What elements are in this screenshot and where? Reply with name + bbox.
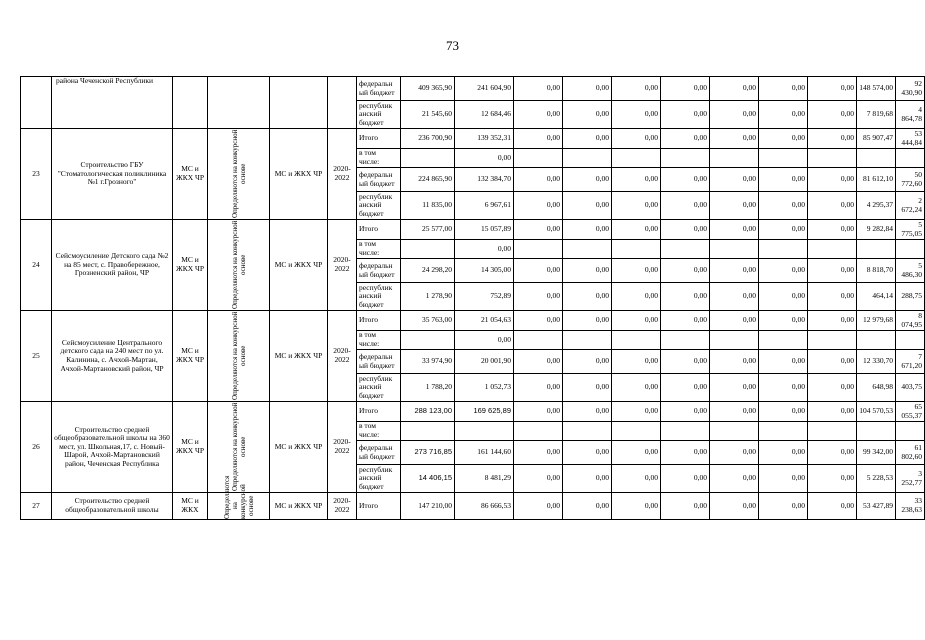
- empty-cell: [270, 77, 328, 129]
- value-cell: [661, 331, 710, 350]
- value-cell: 0,00: [514, 311, 563, 331]
- period-cell: 2020-2022: [328, 493, 357, 520]
- value-cell: [896, 149, 925, 168]
- value-cell: 53 427,89: [857, 493, 896, 520]
- value-cell: 0,00: [514, 259, 563, 283]
- value-cell: 0,00: [563, 402, 612, 422]
- value-cell: 5 486,30: [896, 259, 925, 283]
- value-cell: 9 282,84: [857, 220, 896, 240]
- value-cell: [710, 240, 759, 259]
- value-cell: 0,00: [563, 129, 612, 149]
- value-cell: 0,00: [612, 441, 661, 465]
- source-cell: федеральн ый бюджет: [357, 259, 401, 283]
- value-cell: 0,00: [612, 465, 661, 493]
- value-cell: 0,00: [808, 101, 857, 129]
- value-cell: 0,00: [661, 220, 710, 240]
- value-cell: 11 835,00: [401, 192, 455, 220]
- value-cell: [612, 422, 661, 441]
- source-cell: федеральн ый бюджет: [357, 350, 401, 374]
- value-cell: 0,00: [710, 77, 759, 101]
- value-cell: 0,00: [759, 259, 808, 283]
- executor-cell: МС и ЖКХ ЧР: [270, 493, 328, 520]
- value-cell: 0,00: [710, 465, 759, 493]
- customer-cell: МС и ЖКХ ЧР: [173, 129, 208, 220]
- budget-table: [20, 76, 925, 520]
- value-cell: 0,00: [612, 493, 661, 520]
- value-cell: 0,00: [710, 374, 759, 402]
- value-cell: [896, 331, 925, 350]
- value-cell: 0,00: [759, 374, 808, 402]
- value-cell: 81 612,10: [857, 168, 896, 192]
- value-cell: 0,00: [612, 101, 661, 129]
- value-cell: 0,00: [808, 374, 857, 402]
- executor-cell: МС и ЖКХ ЧР: [270, 129, 328, 220]
- value-cell: 8 481,29: [455, 465, 514, 493]
- value-cell: [563, 149, 612, 168]
- value-cell: 0,00: [563, 374, 612, 402]
- value-cell: 0,00: [759, 168, 808, 192]
- value-cell: 20 001,90: [455, 350, 514, 374]
- value-cell: 1 278,90: [401, 283, 455, 311]
- value-cell: [563, 422, 612, 441]
- value-cell: [857, 331, 896, 350]
- value-cell: 0,00: [759, 220, 808, 240]
- row-number-cell: 27: [21, 493, 52, 520]
- value-cell: 5 775,05: [896, 220, 925, 240]
- executor-cell: МС и ЖКХ ЧР: [270, 311, 328, 402]
- value-cell: 4 295,37: [857, 192, 896, 220]
- value-cell: 273 716,85: [401, 441, 455, 465]
- source-cell: Итого: [357, 402, 401, 422]
- method-text: Определяются на конкурсной основе: [230, 311, 247, 401]
- value-cell: 7 819,68: [857, 101, 896, 129]
- value-cell: 0,00: [710, 220, 759, 240]
- value-cell: 0,00: [661, 77, 710, 101]
- value-cell: 0,00: [514, 441, 563, 465]
- value-cell: [808, 149, 857, 168]
- value-cell: 0,00: [759, 101, 808, 129]
- value-cell: 0,00: [612, 259, 661, 283]
- value-cell: [514, 240, 563, 259]
- table-row: [21, 402, 925, 422]
- value-cell: [759, 149, 808, 168]
- value-cell: 0,00: [514, 168, 563, 192]
- value-cell: [808, 422, 857, 441]
- value-cell: 85 907,47: [857, 129, 896, 149]
- empty-cell: [328, 77, 357, 129]
- value-cell: [710, 331, 759, 350]
- value-cell: [710, 149, 759, 168]
- value-cell: 14 305,00: [455, 259, 514, 283]
- value-cell: [857, 149, 896, 168]
- value-cell: 169 625,89: [455, 402, 514, 422]
- value-cell: 288 123,00: [401, 402, 455, 422]
- value-cell: 0,00: [661, 441, 710, 465]
- value-cell: 0,00: [808, 493, 857, 520]
- value-cell: [759, 422, 808, 441]
- row-number-cell: 24: [21, 220, 52, 311]
- value-cell: 3 252,77: [896, 465, 925, 493]
- empty-cell: [173, 77, 208, 129]
- source-cell: в том числе:: [357, 422, 401, 441]
- value-cell: 0,00: [563, 192, 612, 220]
- value-cell: 0,00: [808, 220, 857, 240]
- source-cell: в том числе:: [357, 331, 401, 350]
- value-cell: 0,00: [612, 283, 661, 311]
- row-number-cell: 25: [21, 311, 52, 402]
- value-cell: [759, 240, 808, 259]
- value-cell: 1 052,73: [455, 374, 514, 402]
- value-cell: [455, 422, 514, 441]
- value-cell: 0,00: [514, 192, 563, 220]
- project-name-cell: Сейсмоусиление Детского сада №2 на 85 мест, с. Правобережное, Грозненский район, ЧР: [52, 220, 173, 311]
- value-cell: [808, 240, 857, 259]
- value-cell: 0,00: [661, 402, 710, 422]
- value-cell: 0,00: [563, 220, 612, 240]
- value-cell: 0,00: [710, 192, 759, 220]
- value-cell: [401, 149, 455, 168]
- customer-cell: МС и ЖКХ ЧР: [173, 402, 208, 493]
- row-number-cell: [21, 77, 52, 129]
- value-cell: [401, 240, 455, 259]
- value-cell: 50 772,60: [896, 168, 925, 192]
- value-cell: 4 864,78: [896, 101, 925, 129]
- source-cell: в том числе:: [357, 149, 401, 168]
- value-cell: 61 802,60: [896, 441, 925, 465]
- value-cell: 92 430,90: [896, 77, 925, 101]
- source-cell: республик анский бюджет: [357, 283, 401, 311]
- value-cell: 0,00: [710, 259, 759, 283]
- value-cell: 0,00: [710, 101, 759, 129]
- value-cell: 7 671,20: [896, 350, 925, 374]
- method-text: Определяются на конкурсной основе: [230, 402, 247, 492]
- value-cell: 0,00: [710, 441, 759, 465]
- value-cell: [563, 240, 612, 259]
- source-cell: Итого: [357, 129, 401, 149]
- value-cell: 0,00: [808, 402, 857, 422]
- value-cell: 241 604,90: [455, 77, 514, 101]
- value-cell: 0,00: [514, 77, 563, 101]
- page-number: 73: [446, 38, 459, 53]
- source-cell: федеральн ый бюджет: [357, 168, 401, 192]
- value-cell: 65 055,37: [896, 402, 925, 422]
- value-cell: 0,00: [514, 129, 563, 149]
- value-cell: 0,00: [514, 374, 563, 402]
- table-row: [21, 220, 925, 240]
- value-cell: 2 672,24: [896, 192, 925, 220]
- value-cell: 0,00: [612, 129, 661, 149]
- value-cell: 0,00: [808, 168, 857, 192]
- method-text: Определяются на конкурсной основе: [222, 475, 255, 519]
- value-cell: 0,00: [563, 493, 612, 520]
- value-cell: 0,00: [563, 465, 612, 493]
- value-cell: 161 144,60: [455, 441, 514, 465]
- value-cell: 0,00: [661, 101, 710, 129]
- value-cell: 0,00: [455, 240, 514, 259]
- value-cell: 104 570,53: [857, 402, 896, 422]
- source-cell: в том числе:: [357, 240, 401, 259]
- value-cell: [563, 331, 612, 350]
- value-cell: 0,00: [710, 350, 759, 374]
- value-cell: 0,00: [514, 283, 563, 311]
- value-cell: 0,00: [455, 149, 514, 168]
- method-cell: [208, 311, 270, 402]
- value-cell: [612, 149, 661, 168]
- value-cell: 0,00: [661, 168, 710, 192]
- source-cell: федеральн ый бюджет: [357, 441, 401, 465]
- value-cell: 224 865,90: [401, 168, 455, 192]
- value-cell: 35 763,00: [401, 311, 455, 331]
- value-cell: [710, 422, 759, 441]
- method-cell: [208, 220, 270, 311]
- value-cell: 86 666,53: [455, 493, 514, 520]
- value-cell: 0,00: [710, 283, 759, 311]
- value-cell: 8 074,95: [896, 311, 925, 331]
- value-cell: 0,00: [514, 350, 563, 374]
- value-cell: 409 365,90: [401, 77, 455, 101]
- value-cell: 0,00: [563, 311, 612, 331]
- value-cell: [857, 240, 896, 259]
- value-cell: 0,00: [710, 168, 759, 192]
- value-cell: [896, 240, 925, 259]
- value-cell: 0,00: [759, 441, 808, 465]
- value-cell: [514, 149, 563, 168]
- executor-cell: МС и ЖКХ ЧР: [270, 402, 328, 493]
- value-cell: 0,00: [661, 374, 710, 402]
- value-cell: 12 979,68: [857, 311, 896, 331]
- value-cell: 53 444,84: [896, 129, 925, 149]
- value-cell: 0,00: [661, 350, 710, 374]
- value-cell: 5 228,53: [857, 465, 896, 493]
- value-cell: 464,14: [857, 283, 896, 311]
- value-cell: 0,00: [808, 192, 857, 220]
- value-cell: 0,00: [759, 77, 808, 101]
- value-cell: 25 577,00: [401, 220, 455, 240]
- value-cell: [514, 331, 563, 350]
- value-cell: 0,00: [514, 220, 563, 240]
- value-cell: 12 330,70: [857, 350, 896, 374]
- project-name-cell: Строительство ГБУ "Стоматологическая поликлиника №1 г.Грозного": [52, 129, 173, 220]
- source-cell: Итого: [357, 311, 401, 331]
- value-cell: 33 238,63: [896, 493, 925, 520]
- value-cell: 15 057,89: [455, 220, 514, 240]
- value-cell: [612, 240, 661, 259]
- value-cell: 148 574,00: [857, 77, 896, 101]
- value-cell: 0,00: [759, 493, 808, 520]
- value-cell: 0,00: [759, 283, 808, 311]
- value-cell: [661, 240, 710, 259]
- value-cell: 648,98: [857, 374, 896, 402]
- value-cell: 0,00: [612, 168, 661, 192]
- value-cell: 752,89: [455, 283, 514, 311]
- value-cell: 0,00: [514, 493, 563, 520]
- value-cell: [401, 331, 455, 350]
- value-cell: [612, 331, 661, 350]
- value-cell: 14 406,15: [401, 465, 455, 493]
- source-cell: Итого: [357, 493, 401, 520]
- customer-cell: МС и ЖКХ: [173, 493, 208, 520]
- source-cell: республик анский бюджет: [357, 192, 401, 220]
- customer-cell: МС и ЖКХ ЧР: [173, 311, 208, 402]
- table-row: [21, 311, 925, 331]
- table-row: [21, 77, 925, 101]
- value-cell: 0,00: [661, 465, 710, 493]
- value-cell: 0,00: [563, 350, 612, 374]
- value-cell: 0,00: [808, 77, 857, 101]
- value-cell: 0,00: [808, 350, 857, 374]
- value-cell: 99 342,00: [857, 441, 896, 465]
- method-text: Определяются на конкурсной основе: [230, 220, 247, 310]
- value-cell: 0,00: [759, 311, 808, 331]
- row-number-cell: 26: [21, 402, 52, 493]
- value-cell: 0,00: [759, 192, 808, 220]
- value-cell: 0,00: [514, 101, 563, 129]
- value-cell: 0,00: [612, 402, 661, 422]
- value-cell: 12 684,46: [455, 101, 514, 129]
- value-cell: 147 210,00: [401, 493, 455, 520]
- value-cell: [514, 422, 563, 441]
- value-cell: 0,00: [710, 311, 759, 331]
- value-cell: 0,00: [710, 493, 759, 520]
- table-row: [21, 493, 925, 520]
- method-cell: [208, 129, 270, 220]
- value-cell: 8 818,70: [857, 259, 896, 283]
- value-cell: 0,00: [710, 402, 759, 422]
- value-cell: 0,00: [661, 311, 710, 331]
- value-cell: [661, 149, 710, 168]
- value-cell: 6 967,61: [455, 192, 514, 220]
- method-cell: [208, 475, 270, 520]
- value-cell: 1 788,20: [401, 374, 455, 402]
- value-cell: [896, 422, 925, 441]
- value-cell: 0,00: [661, 259, 710, 283]
- value-cell: 0,00: [612, 350, 661, 374]
- project-name-cell: района Чеченской Республики: [52, 77, 173, 129]
- value-cell: 21 545,60: [401, 101, 455, 129]
- value-cell: 0,00: [759, 465, 808, 493]
- value-cell: 0,00: [661, 129, 710, 149]
- value-cell: 21 054,63: [455, 311, 514, 331]
- value-cell: 288,75: [896, 283, 925, 311]
- value-cell: 33 974,90: [401, 350, 455, 374]
- value-cell: 0,00: [661, 283, 710, 311]
- value-cell: 0,00: [514, 402, 563, 422]
- value-cell: [661, 422, 710, 441]
- value-cell: [857, 422, 896, 441]
- value-cell: 139 352,31: [455, 129, 514, 149]
- table-row: [21, 129, 925, 149]
- source-cell: федеральн ый бюджет: [357, 77, 401, 101]
- method-text: Определяются на конкурсной основе: [230, 129, 247, 219]
- project-name-cell: Строительство средней общеобразовательной школы на 360 мест, ул. Школьная,17, с. Новый-Шарой, Ачхой-Мартановский район, Чеченская Республика: [52, 402, 173, 493]
- source-cell: Итого: [357, 220, 401, 240]
- period-cell: 2020-2022: [328, 402, 357, 493]
- value-cell: 0,00: [563, 101, 612, 129]
- empty-cell: [208, 77, 270, 129]
- value-cell: 236 700,90: [401, 129, 455, 149]
- value-cell: 0,00: [612, 77, 661, 101]
- value-cell: 0,00: [563, 441, 612, 465]
- period-cell: 2020-2022: [328, 220, 357, 311]
- row-number-cell: 23: [21, 129, 52, 220]
- value-cell: 0,00: [612, 311, 661, 331]
- value-cell: 0,00: [759, 350, 808, 374]
- project-name-cell: Сейсмоусиление Центрального детского сада на 240 мест по ул. Калинина, с. Ачхой-Мартан, Ачхой-Мартановский район, ЧР: [52, 311, 173, 402]
- value-cell: 0,00: [661, 192, 710, 220]
- value-cell: [401, 422, 455, 441]
- value-cell: 0,00: [759, 402, 808, 422]
- value-cell: 0,00: [514, 465, 563, 493]
- value-cell: 0,00: [808, 259, 857, 283]
- value-cell: [759, 331, 808, 350]
- value-cell: 0,00: [759, 129, 808, 149]
- value-cell: 0,00: [808, 441, 857, 465]
- project-name-cell: Строительство средней общеобразовательной школы: [52, 493, 173, 520]
- value-cell: 0,00: [808, 129, 857, 149]
- source-cell: республик анский бюджет: [357, 465, 401, 493]
- customer-cell: МС и ЖКХ ЧР: [173, 220, 208, 311]
- source-cell: республик анский бюджет: [357, 101, 401, 129]
- value-cell: 24 298,20: [401, 259, 455, 283]
- value-cell: [808, 331, 857, 350]
- period-cell: 2020-2022: [328, 129, 357, 220]
- executor-cell: МС и ЖКХ ЧР: [270, 220, 328, 311]
- value-cell: 0,00: [808, 311, 857, 331]
- value-cell: 0,00: [563, 259, 612, 283]
- value-cell: 0,00: [661, 493, 710, 520]
- period-cell: 2020-2022: [328, 311, 357, 402]
- value-cell: 0,00: [710, 129, 759, 149]
- value-cell: 0,00: [612, 374, 661, 402]
- value-cell: 403,75: [896, 374, 925, 402]
- value-cell: 0,00: [455, 331, 514, 350]
- value-cell: 0,00: [808, 465, 857, 493]
- value-cell: 0,00: [563, 283, 612, 311]
- value-cell: 0,00: [612, 192, 661, 220]
- value-cell: 132 384,70: [455, 168, 514, 192]
- source-cell: республик анский бюджет: [357, 374, 401, 402]
- value-cell: 0,00: [563, 168, 612, 192]
- value-cell: 0,00: [563, 77, 612, 101]
- value-cell: 0,00: [808, 283, 857, 311]
- value-cell: 0,00: [612, 220, 661, 240]
- method-cell: [208, 402, 270, 493]
